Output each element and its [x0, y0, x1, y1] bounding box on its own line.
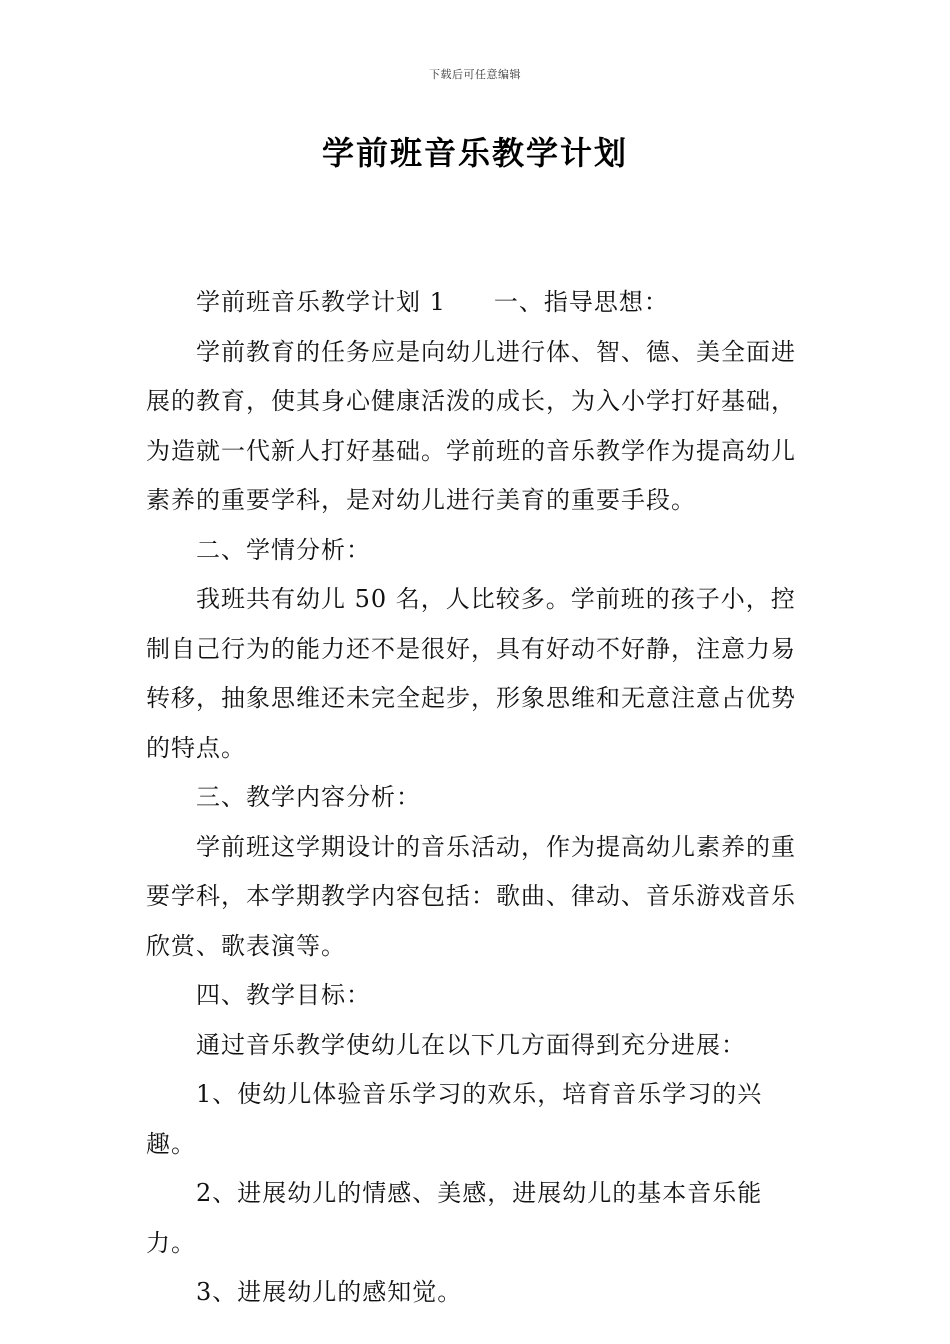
document-body: [146, 278, 810, 1318]
list-item-goal-1: 1、使幼儿体验音乐学习的欢乐，培育音乐学习的兴趣。: [146, 1080, 763, 1158]
intro-line: [146, 278, 810, 328]
document-title: 学前班音乐教学计划: [321, 134, 628, 172]
paragraph-goals-intro: 通过音乐教学使幼儿在以下几方面得到充分进展：: [196, 1030, 746, 1059]
section-heading-content-analysis: 三、教学内容分析：: [196, 783, 421, 811]
header-note: 下载后可任意编辑: [429, 68, 521, 81]
paragraph-class-situation: 我班共有幼儿 50 名，人比较多。学前班的孩子小，控制自己行为的能力还不是很好，具有好动不好静，注意力易转移，抽象思维还未完全起步，形象思维和无意注意占优势的特点。: [146, 585, 796, 762]
section-heading-teaching-goals: 四、教学目标：: [196, 981, 371, 1009]
plan-label: 学前班音乐教学计划 1: [196, 288, 446, 316]
section-heading-learning-analysis: 二、学情分析：: [196, 535, 371, 564]
list-item-goal-2: 2、进展幼儿的情感、美感，进展幼儿的基本音乐能力。: [146, 1179, 763, 1257]
paragraph-education-task: 学前教育的任务应是向幼儿进行体、智、德、美全面进展的教育，使其身心健康活泼的成长，为入小学打好基础，为造就一代新人打好基础。学前班的音乐教学作为提高幼儿素养的重要学科，是对幼儿进行美育的重要手段。: [146, 337, 796, 514]
section-heading-guiding-thought: 一、指导思想：: [493, 288, 669, 316]
list-item-goal-3: 3、进展幼儿的感知觉。: [196, 1278, 463, 1306]
paragraph-teaching-content: 学前班这学期设计的音乐活动，作为提高幼儿素养的重要学科，本学期教学内容包括：歌曲、律动、音乐游戏音乐欣赏、歌表演等。: [146, 832, 796, 960]
